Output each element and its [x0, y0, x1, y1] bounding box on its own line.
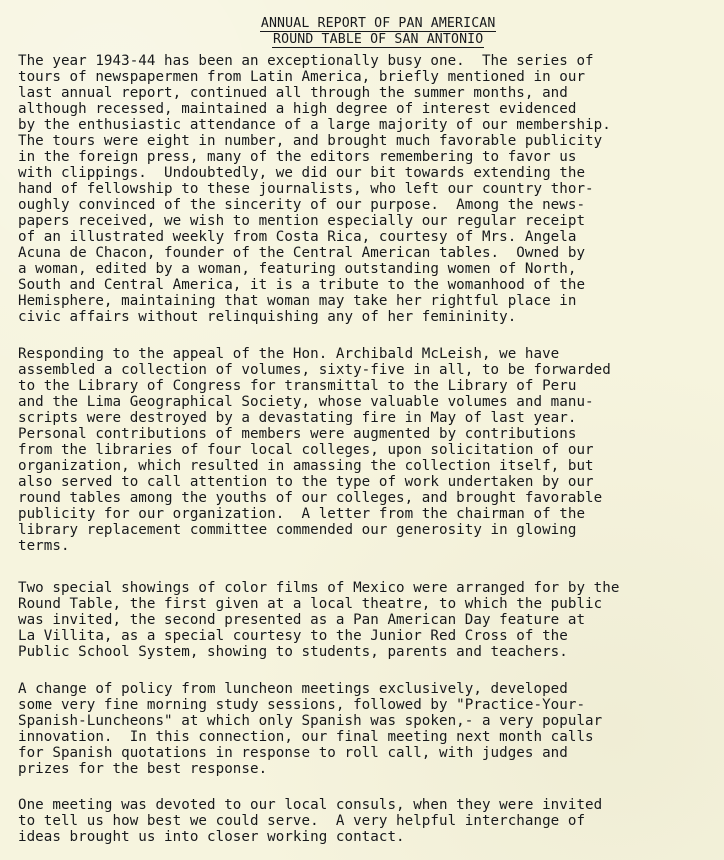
body-line-8: with clippings. Undoubtedly, we did our bit towards extending the	[18, 165, 586, 181]
body-line-37: some very fine morning study sessions, followed by "Practice-Your-	[18, 697, 586, 713]
body-line-13: Acuna de Chacon, founder of the Central American tables. Owned by	[18, 245, 586, 261]
body-line-39: innovation. In this connection, our final meeting next month calls	[18, 729, 594, 745]
body-line-3: last annual report, continued all through the summer months, and	[18, 85, 568, 101]
body-line-42: One meeting was devoted to our local consuls, when they were invited	[18, 797, 603, 813]
body-line-6: The tours were eight in number, and brought much favorable publicity	[18, 133, 603, 149]
body-line-26: also served to call attention to the type of work undertaken by our	[18, 474, 594, 490]
body-line-19: assembled a collection of volumes, sixty-five in all, to be forwarded	[18, 362, 611, 378]
body-line-43: to tell us how best we could serve. A very helpful interchange of	[18, 813, 586, 829]
body-line-38: Spanish-Luncheons" at which only Spanish was spoken,- a very popular	[18, 713, 603, 729]
body-line-27: round tables among the youths of our colleges, and brought favorable	[18, 490, 603, 506]
body-line-36: A change of policy from luncheon meetings exclusively, developed	[18, 681, 568, 697]
report-title-text-2: ROUND TABLE OF SAN ANTONIO	[273, 32, 484, 47]
body-line-29: library replacement committee commended our generosity in glowing	[18, 522, 577, 538]
body-line-7: in the foreign press, many of the editors remembering to favor us	[18, 149, 577, 165]
body-line-16: Hemisphere, maintaining that woman may take her rightful place in	[18, 293, 577, 309]
body-line-9: hand of fellowship to these journalists, who left our country thor-	[18, 181, 594, 197]
body-line-41: prizes for the best response.	[18, 761, 268, 777]
body-line-5: by the enthusiastic attendance of a large majority of our membership.	[18, 117, 611, 133]
body-line-17: civic affairs without relinquishing any of her femininity.	[18, 309, 517, 325]
body-line-28: publicity for our organization. A letter from the chairman of the	[18, 506, 586, 522]
report-title-text-1: ANNUAL REPORT OF PAN AMERICAN	[260, 16, 496, 31]
body-line-31: Two special showings of color films of Mexico were arranged for by the	[18, 580, 620, 596]
body-line-11: papers received, we wish to mention especially our regular receipt	[18, 213, 586, 229]
body-line-22: scripts were destroyed by a devastating fire in May of last year.	[18, 410, 577, 426]
body-line-21: and the Lima Geographical Society, whose valuable volumes and manu-	[18, 394, 594, 410]
body-line-25: organization, which resulted in amassing the collection itself, but	[18, 458, 594, 474]
body-line-4: although recessed, maintained a high degree of interest evidenced	[18, 101, 577, 117]
body-line-14: a woman, edited by a woman, featuring outstanding women of North,	[18, 261, 577, 277]
body-line-30: terms.	[18, 538, 70, 554]
body-line-10: oughly convinced of the sincerity of our purpose. Among the news-	[18, 197, 586, 213]
body-line-20: to the Library of Congress for transmittal to the Library of Peru	[18, 378, 577, 394]
body-line-23: Personal contributions of members were augmented by contributions	[18, 426, 577, 442]
body-line-32: Round Table, the first given at a local theatre, to which the public	[18, 596, 603, 612]
body-line-2: tours of newspapermen from Latin America, briefly mentioned in our	[18, 69, 586, 85]
body-line-24: from the libraries of four local colleges, upon solicitation of our	[18, 442, 594, 458]
body-line-18: Responding to the appeal of the Hon. Archibald McLeish, we have	[18, 346, 560, 362]
body-line-33: was invited, the second presented as a Pan American Day feature at	[18, 612, 586, 628]
body-line-12: of an illustrated weekly from Costa Rica, courtesy of Mrs. Angela	[18, 229, 577, 245]
body-line-44: ideas brought us into closer working contact.	[18, 829, 405, 845]
body-line-40: for Spanish quotations in response to roll call, with judges and	[18, 745, 568, 761]
body-line-34: La Villita, as a special courtesy to the Junior Red Cross of the	[18, 628, 568, 644]
body-line-1: The year 1943-44 has been an exceptionally busy one. The series of	[18, 53, 594, 69]
body-line-35: Public School System, showing to students, parents and teachers.	[18, 644, 568, 660]
body-line-15: South and Central America, it is a tribute to the womanhood of the	[18, 277, 586, 293]
